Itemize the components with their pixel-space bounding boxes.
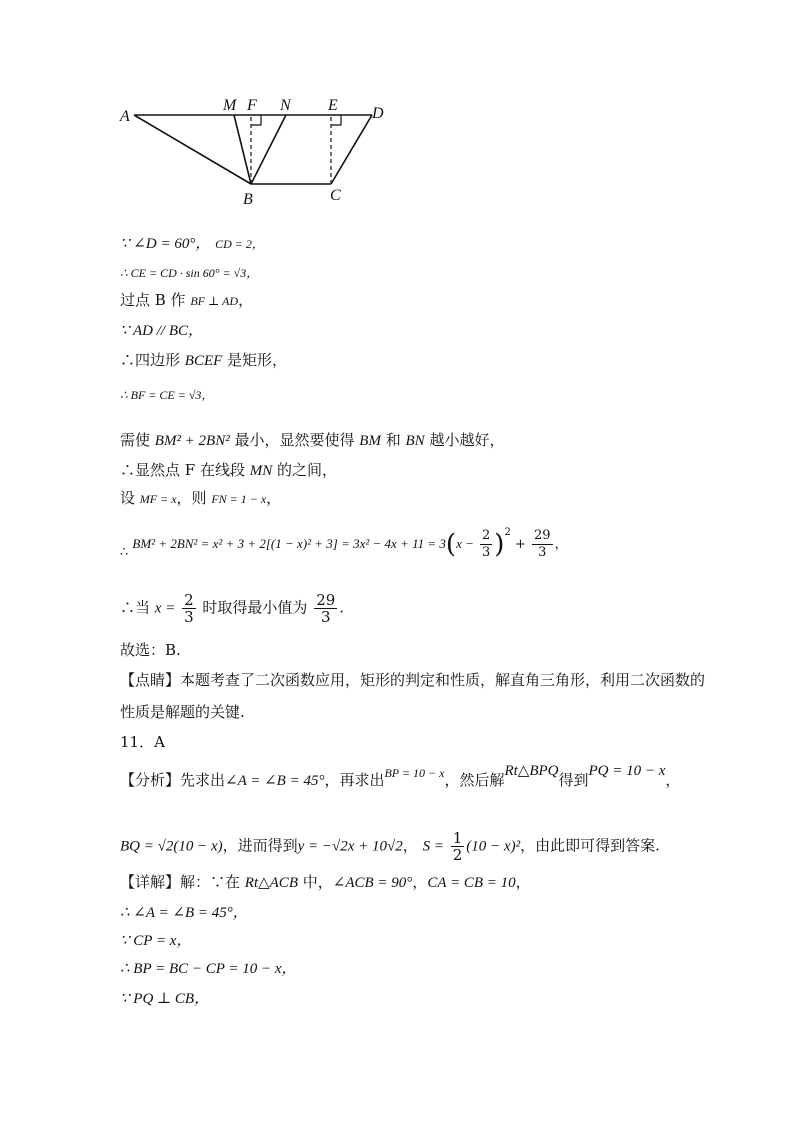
line-pq-perp-cb: ∵ PQ ⊥ CB， — [120, 991, 210, 1007]
line-given-angle: ∵ ∠D = 60°， CD = 2， — [120, 236, 264, 252]
label-n: N — [280, 97, 291, 114]
line-rectangle: ∴四边形 BCEF 是矩形， — [120, 351, 288, 369]
label-c: C — [330, 187, 341, 204]
line-ad-parallel-bc: ∵ AD // BC， — [120, 323, 204, 339]
line-angles-45: ∴ ∠A = ∠B = 45°， — [120, 905, 248, 921]
line-analysis: 【分析】先求出∠A = ∠B = 45°，再求出$^{BP = 10 - x}$，然后解Rt△BPQ得到PQ = 10 − x， — [120, 763, 681, 789]
label-e: E — [328, 97, 338, 114]
line-detailed-solution: 【详解】解：∵在 Rt△ACB 中，∠ACB = 90°，CA = CB = 10， — [120, 873, 531, 891]
line-bf-equals-ce: ∴ BF = CE = √3， — [120, 388, 214, 402]
label-d: D — [372, 105, 384, 122]
line-set-mf: 设 MF = x，则 FN = 1 − x， — [120, 489, 282, 507]
line-minimize: 需使 BM² + 2BN² 最小，显然要使得 BM 和 BN 越小越好， — [120, 431, 505, 449]
trapezoid-figure — [110, 88, 410, 208]
line-comment: 【点睛】本题考查了二次函数应用，矩形的判定和性质，解直角三角形，利用二次函数的 — [120, 671, 706, 689]
label-a: A — [120, 108, 130, 125]
label-f: F — [247, 97, 257, 114]
label-m: M — [223, 97, 237, 114]
question-11-answer: 11．A — [120, 733, 165, 751]
line-ce-value: ∴ CE = CD · sin 60° = √3， — [120, 266, 259, 280]
line-cp-x: ∵ CP = x， — [120, 933, 192, 949]
right-angle-mark-e — [331, 115, 341, 125]
line-minimum-value: ∴当 x = $\frac{2}{3}$ 时取得最小值为 $\frac{29}{3}$ . — [120, 591, 345, 626]
line-quadratic-expression: ∴ BM² + 2BN² = x² + 3 + 2[(1 − x)² + 3] = 3x² − 4x + 11 = 3(x − $\frac{2}{3}$ )$^2$ + $\frac{29}{3}$ ， — [120, 526, 568, 560]
segment-bm — [234, 115, 251, 184]
segment-ab — [134, 115, 251, 184]
line-answer-b: 故选：B. — [120, 641, 181, 659]
line-f-between-mn: ∴显然点 F 在线段 MN 的之间， — [120, 461, 337, 479]
line-bp-value: ∴ BP = BC − CP = 10 − x， — [120, 961, 297, 977]
label-b: B — [243, 191, 253, 208]
right-angle-mark-f — [251, 115, 261, 125]
line-draw-bf: 过点 B 作 BF ⊥ AD， — [120, 291, 254, 309]
line-bq-expression: BQ = √2(10 − x)，进而得到y = −√2x + 10√2， S = $\frac{1}{2}$ (10 − x)²，由此即可得到答案. — [120, 829, 660, 864]
line-comment-cont: 性质是解题的关键. — [120, 703, 245, 721]
